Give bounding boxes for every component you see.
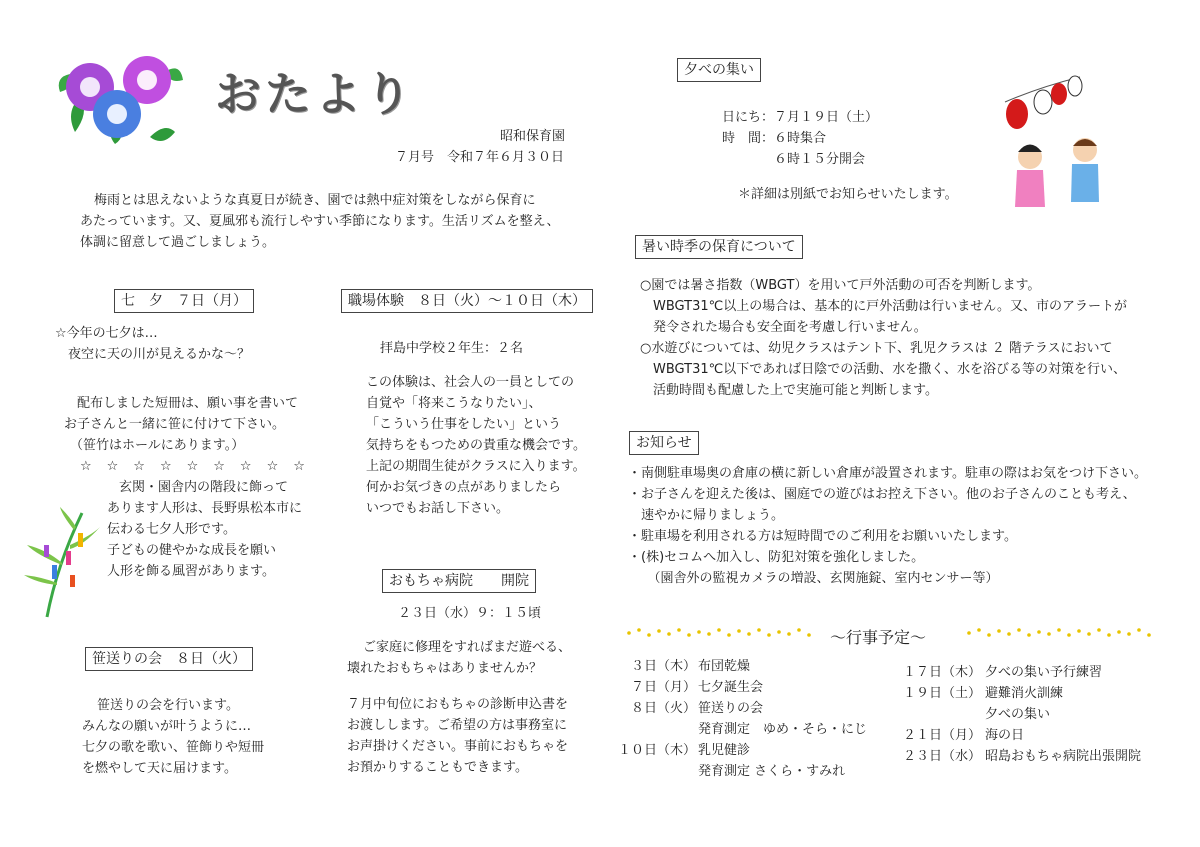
dots-divider-right <box>965 627 1155 639</box>
yube-heading: 夕べの集い <box>677 58 761 82</box>
schedule-left <box>618 656 867 782</box>
schedule-row: １９日（土） 避難消火訓練 <box>903 686 1064 701</box>
atsui-text: ○園では暑さ指数（WBGT）を用いて戸外活動の可否を判断します。 WBGT31℃以上の場合は、基本的に戸外活動は行いません。又、市のアラートが 発令された場合も安全面を考慮し行いません。 ○水遊びについては、幼児クラスはテント下、乳児クラスは ２ 階テラスにおいて WBGT31℃以下であれば日陰での活動、水を撒く、水を浴びる等の対策を行い、 活動時間も配慮した上で実施可能と判断します。 <box>640 278 1128 398</box>
schedule-right <box>903 662 1141 767</box>
bamboo-tanabata-illustration <box>22 505 102 620</box>
sasaokuri-text: 笹送りの会を行います。 みんなの願いが叶うように… 七夕の歌を歌い、笹飾りや短冊 を燃やして天に届けます。 <box>82 698 265 776</box>
schedule-row: ２３日（水） 昭島おもちゃ病院出張開院 <box>903 749 1142 764</box>
omocha-apply: ７月中旬位におもちゃの診断申込書を お渡しします。ご希望の方は事務室に お声掛けください。事前におもちゃを お預かりすることもできます。 <box>347 697 569 775</box>
summer-festival-illustration <box>995 72 1115 222</box>
page-title: おたより <box>215 67 415 121</box>
schedule-row: ８日（火） 笹送りの会 <box>618 701 764 716</box>
sasaokuri-heading: 笹送りの会 ８日（火） <box>85 647 253 671</box>
schedule-heading: ～行事予定～ <box>830 628 927 647</box>
oshirase-heading: お知らせ <box>629 431 699 455</box>
tanabata-intro: ☆今年の七夕は… 夜空に天の川が見えるかな～？ <box>55 326 251 362</box>
tanabata-heading: 七 夕 ７日（月） <box>114 289 254 313</box>
schedule-row: ７日（月） 七夕誕生会 <box>618 680 764 695</box>
schedule-row: 夕べの集い <box>985 707 1051 722</box>
morning-glory-illustration <box>55 52 185 147</box>
schedule-row: １０日（木） 乳児健診 <box>618 743 751 758</box>
shokuba-text: この体験は、社会人の一員としての 自覚や「将来こうなりたい」、 「こういう仕事をしたい」という 気持ちをもつための貴重な機会です。 上記の期間生徒がクラスに入ります。 何かお気づきの点がありましたら いつでもお話し下さい。 <box>366 375 586 516</box>
issue-date: ７月号 令和７年６月３０日 <box>395 150 565 165</box>
yube-note: ＊詳細は別紙でお知らせいたします。 <box>738 187 958 202</box>
dots-divider-left <box>625 627 815 639</box>
omocha-date: ２３日（水）９：１５頃 <box>398 606 542 621</box>
omocha-intro: ご家庭に修理をすればまだ遊べる、 壊れたおもちゃはありませんか？ <box>347 640 572 676</box>
intro-text: 梅雨とは思えないような真夏日が続き、園では熱中症対策をしながら保育に あたっています。又、夏風邪も流行しやすい季節になります。生活リズムを整え、 体調に留意して過ごしましょう。 <box>80 193 560 250</box>
tanabata-doll: 玄関・園舎内の階段に飾って あります人形は、長野県松本市に 伝わる七夕人形です。 子どもの健やかな成長を願い 人形を飾る風習があります。 <box>107 480 303 579</box>
tanabata-tanzaku: 配布しました短冊は、願い事を書いて お子さんと一緒に笹に付けて下さい。 （笹竹はホールにあります。） <box>64 396 299 453</box>
oshirase-text: ・南側駐車場奥の倉庫の横に新しい倉庫が設置されます。駐車の際はお気をつけ下さい。 ・お子さんを迎えた後は、園庭での遊びはお控え下さい。他のお子さんのことも考え、 速やかに帰りましょう。 ・駐車場を利用される方は短時間でのご利用をお願いいたします。 ・(株)セコムへ加入し、防犯対策を強化しました。 （園舎外の監視カメラの増設、玄関施錠、室内センサー等） <box>628 466 1147 586</box>
schedule-row: 発育測定 さくら・すみれ <box>698 764 846 779</box>
schedule-row: ３日（木） 布団乾燥 <box>618 659 751 674</box>
schedule-row: ２１日（月） 海の日 <box>903 728 1025 743</box>
shokuba-students: 拝島中学校２年生：２名 <box>380 341 524 356</box>
atsui-heading: 暑い時季の保育について <box>635 235 803 259</box>
star-divider: ☆ ☆ ☆ ☆ ☆ ☆ ☆ ☆ ☆ <box>80 459 306 474</box>
shokuba-heading: 職場体験 ８日（火）～１０日（木） <box>341 289 593 313</box>
yube-details: 日にち：７月１９日（土） 時 間：６時集合 ６時１５分開会 <box>722 110 879 167</box>
omocha-heading: おもちゃ病院 開院 <box>382 569 536 593</box>
school-name: 昭和保育園 <box>500 129 566 144</box>
schedule-row: １７日（木） 夕べの集い予行練習 <box>903 665 1103 680</box>
schedule-row: 発育測定 ゆめ・そら・にじ <box>698 722 868 737</box>
